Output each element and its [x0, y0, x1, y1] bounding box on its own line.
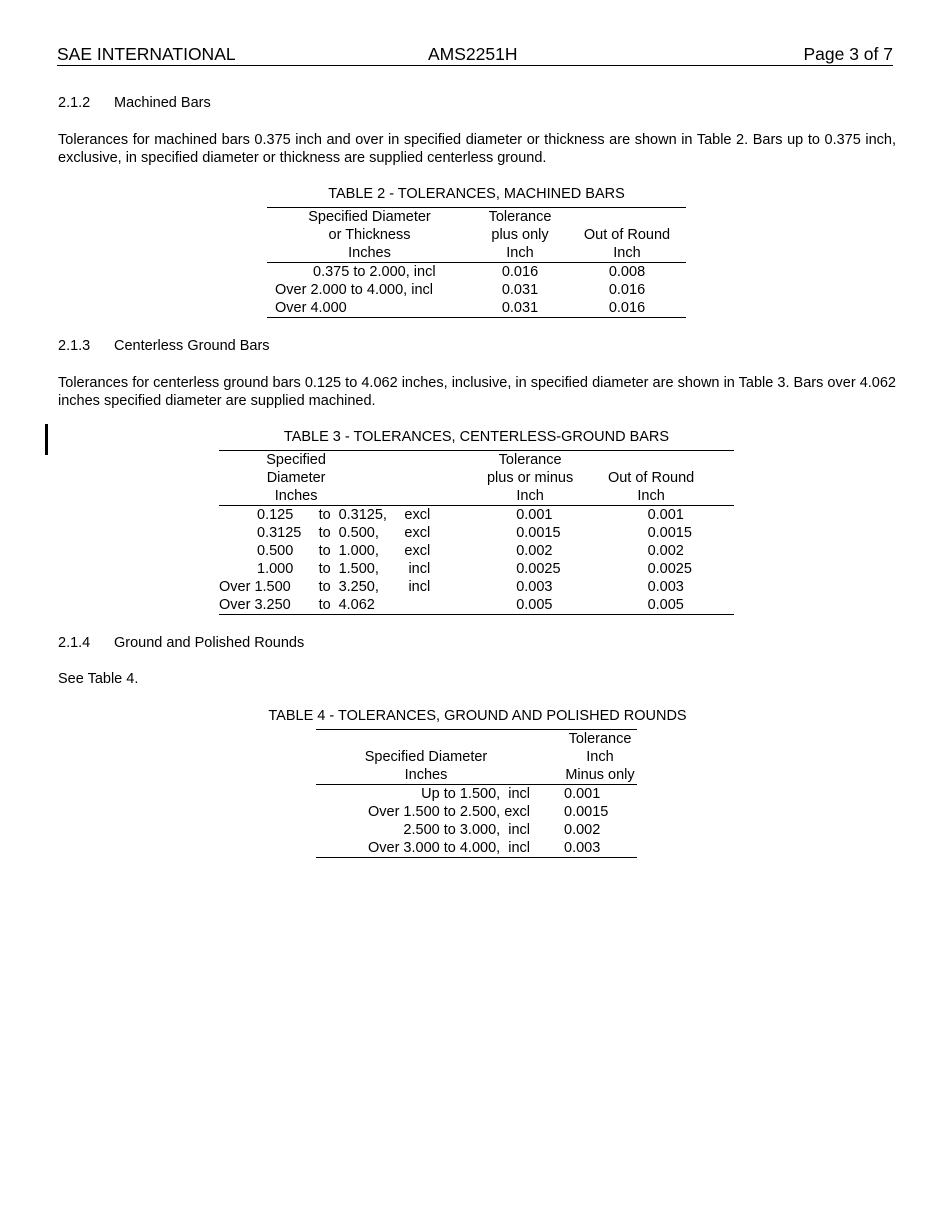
- table-3-title: TABLE 3 - TOLERANCES, CENTERLESS-GROUND BARS: [283, 429, 670, 445]
- size-cell: 0.375 to 2.000, incl: [313, 264, 436, 280]
- table-row: [219, 560, 734, 578]
- tolerance-cell: 0.003: [530, 839, 637, 858]
- upper-cell: 3.250,: [338, 579, 379, 595]
- out-of-round-cell: 0.016: [568, 299, 686, 318]
- table-header-cell: Inches: [316, 766, 530, 785]
- size-cell: 2.500 to 3.000, incl: [403, 822, 530, 838]
- tolerance-cell: 0.005: [430, 596, 560, 615]
- from-cell: 0.3125: [257, 525, 302, 541]
- out-of-round-cell: 0.003: [647, 579, 684, 595]
- section-heading-2-1-4: [58, 634, 304, 652]
- section-heading-2-1-3: [58, 337, 270, 355]
- table-row: [267, 281, 686, 299]
- section-number: 2.1.2: [58, 95, 91, 111]
- section-heading-2-1-2: [58, 94, 211, 112]
- tolerance-cell: 0.001: [564, 786, 601, 802]
- table-header-text: Inch: [637, 488, 665, 504]
- table-header-cell: Inches: [219, 487, 430, 506]
- table-header-cell: Inch: [586, 749, 614, 765]
- upper-cell: 1.500,: [338, 561, 379, 577]
- table-header-cell: [430, 469, 734, 487]
- size-cell: Over 1.500 to 2.500, excl: [367, 804, 530, 820]
- tolerance-cell: 0.016: [501, 264, 539, 280]
- table-3: [219, 450, 734, 615]
- page-header: [57, 44, 893, 66]
- out-of-round-cell: 0.008: [608, 264, 646, 280]
- table-header-cell: Tolerance: [530, 730, 637, 749]
- table-header-cell: Specified Diameter: [364, 749, 488, 765]
- section-paragraph-2-1-2: Tolerances for machined bars 0.375 inch and over in specified diameter or thickness are shown in Table 2. Bars up to 0.375 inch, exclusive, in specified diameter or thickness are supplied centerless ground.: [58, 132, 896, 166]
- table-header-cell: or Thickness: [328, 227, 411, 243]
- from-cell: 0.500: [257, 543, 294, 559]
- qual-cell: excl: [404, 507, 431, 523]
- table-row: [316, 839, 637, 858]
- table-row: [267, 299, 686, 318]
- section-paragraph-2-1-4: See Table 4.: [58, 671, 139, 687]
- table-header-cell: [430, 451, 734, 470]
- table-header-cell: Minus only: [530, 766, 637, 785]
- out-of-round-cell: 0.016: [608, 282, 646, 298]
- table-header-cell: [316, 730, 530, 749]
- table-header-cell: Out of Round: [583, 227, 671, 243]
- size-cell: Over 3.000 to 4.000, incl: [316, 839, 530, 858]
- tolerance-cell: 0.0025: [516, 561, 561, 577]
- tolerance-cell: 0.002: [516, 543, 553, 559]
- size-cell: Up to 1.500, incl: [421, 786, 530, 802]
- table-header-cell: Diameter: [266, 470, 326, 486]
- tolerance-cell: 0.002: [564, 822, 601, 838]
- table-header-cell: Specified: [219, 451, 430, 470]
- upper-cell: 1.000,: [338, 543, 379, 559]
- section-title: Machined Bars: [114, 95, 211, 111]
- table-row: [219, 578, 734, 596]
- tolerance-cell: 0.003: [516, 579, 553, 595]
- table-row: [267, 263, 686, 282]
- header-organization: SAE INTERNATIONAL: [57, 44, 236, 64]
- table-row: [219, 524, 734, 542]
- header-page-number: Page 3 of 7: [803, 44, 893, 64]
- table-header-text: Tolerance: [498, 452, 562, 468]
- table-row: [219, 596, 734, 615]
- to-cell: to: [318, 525, 331, 541]
- tolerance-cell: 0.001: [516, 507, 553, 523]
- table-header-cell: Inch: [568, 244, 686, 263]
- to-cell: to: [318, 507, 331, 523]
- from-cell: Over 1.500: [219, 579, 291, 595]
- table-header-cell: Specified Diameter: [267, 208, 472, 227]
- table-header-cell: Inches: [267, 244, 472, 263]
- to-cell: to: [318, 579, 331, 595]
- table-header-cell: Inch: [472, 244, 568, 263]
- out-of-round-cell: 0.001: [647, 507, 684, 523]
- table-header-text: Inch: [516, 488, 544, 504]
- upper-cell: 0.500,: [338, 525, 379, 541]
- table-row: [316, 785, 637, 804]
- upper-cell: 0.3125,: [338, 507, 387, 523]
- table-header-text: plus or minus: [486, 470, 574, 486]
- table-header-cell: plus only: [491, 227, 549, 243]
- table-row: [316, 821, 637, 839]
- qual-cell: [392, 596, 430, 615]
- to-cell: to: [311, 596, 339, 615]
- section-title: Centerless Ground Bars: [114, 338, 270, 354]
- table-header-cell: Tolerance: [472, 208, 568, 227]
- from-cell: Over 3.250: [219, 596, 311, 615]
- out-of-round-cell: 0.0025: [647, 561, 692, 577]
- table-2: [267, 207, 686, 318]
- out-of-round-cell: 0.005: [561, 596, 734, 615]
- section-number: 2.1.3: [58, 338, 91, 354]
- qual-cell: incl: [408, 561, 431, 577]
- qual-cell: excl: [404, 543, 431, 559]
- tolerance-cell: 0.031: [472, 299, 568, 318]
- table-header-cell: [430, 487, 734, 506]
- revision-change-bar: [45, 424, 48, 455]
- header-document-number: AMS2251H: [428, 44, 518, 64]
- out-of-round-cell: 0.002: [647, 543, 684, 559]
- section-paragraph-2-1-3: Tolerances for centerless ground bars 0.125 to 4.062 inches, inclusive, in specified diameter are shown in Table 3. Bars over 4.062 inches specified diameter are supplied machined.: [58, 375, 896, 409]
- tolerance-cell: 0.0015: [516, 525, 561, 541]
- to-cell: to: [318, 561, 331, 577]
- tolerance-cell: 0.031: [501, 282, 539, 298]
- out-of-round-cell: 0.0015: [647, 525, 692, 541]
- table-header-text: Out of Round: [607, 470, 695, 486]
- table-row: [316, 803, 637, 821]
- upper-cell: 4.062: [339, 596, 392, 615]
- from-cell: 0.125: [257, 507, 294, 523]
- from-cell: 1.000: [257, 561, 294, 577]
- tolerance-cell: 0.0015: [564, 804, 609, 820]
- table-row: [219, 506, 734, 525]
- size-cell: Over 2.000 to 4.000, incl: [275, 282, 433, 298]
- size-cell: Over 4.000: [267, 299, 472, 318]
- qual-cell: excl: [404, 525, 431, 541]
- table-2-title: TABLE 2 - TOLERANCES, MACHINED BARS: [328, 186, 625, 202]
- table-4: [316, 729, 637, 858]
- table-header-cell: [568, 208, 686, 227]
- table-row: [219, 542, 734, 560]
- table-4-title: TABLE 4 - TOLERANCES, GROUND AND POLISHED ROUNDS: [268, 708, 687, 724]
- to-cell: to: [318, 543, 331, 559]
- section-number: 2.1.4: [58, 635, 91, 651]
- qual-cell: incl: [408, 579, 431, 595]
- section-title: Ground and Polished Rounds: [114, 635, 305, 651]
